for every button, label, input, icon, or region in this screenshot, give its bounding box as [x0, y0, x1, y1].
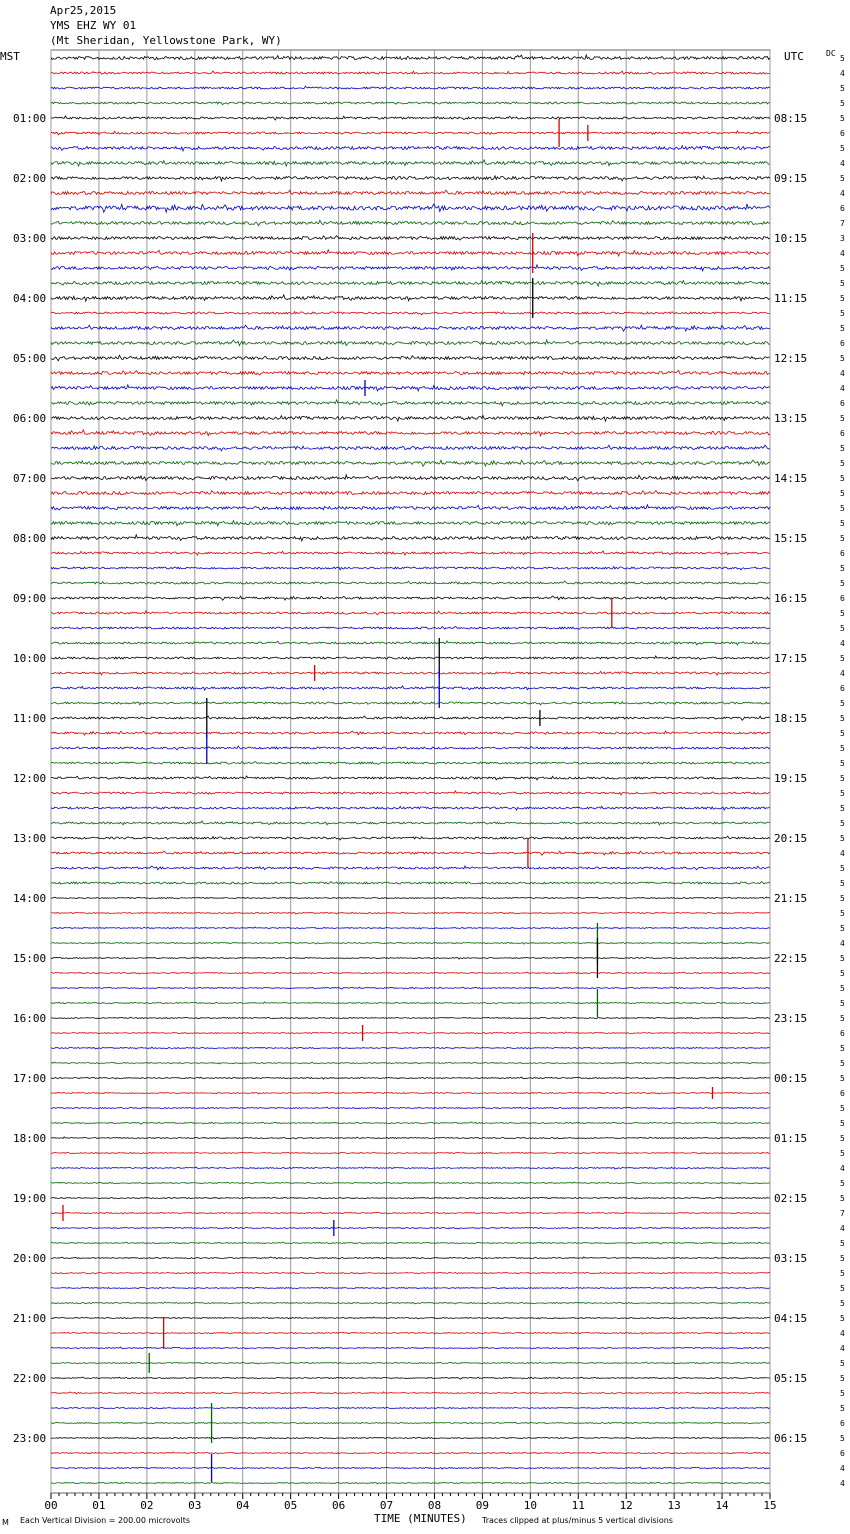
dc-offset-label: 5	[840, 774, 845, 783]
dc-offset-label: 5	[840, 699, 845, 708]
dc-offset-label: 5	[840, 1404, 845, 1413]
trace-row	[51, 1377, 770, 1379]
trace-row	[51, 927, 770, 929]
dc-offset-label: 4	[840, 189, 845, 198]
trace-row	[51, 1407, 770, 1408]
dc-offset-label: 5	[840, 474, 845, 483]
x-tick-label: 10	[523, 1499, 537, 1512]
trace-row	[51, 385, 770, 391]
dc-offset-label: 5	[840, 99, 845, 108]
trace-row	[51, 312, 770, 315]
trace-row	[51, 1167, 770, 1169]
dc-offset-label: 5	[840, 759, 845, 768]
left-hour-label: 05:00	[13, 352, 47, 365]
dc-offset-label: 4	[840, 159, 845, 168]
dc-offset-label: 5	[840, 1284, 845, 1293]
trace-row	[51, 1122, 770, 1124]
clip-note: Traces clipped at plus/minus 5 vertical divisions	[482, 1516, 673, 1525]
dc-offset-label: 5	[840, 564, 845, 573]
right-hour-label: 20:15	[774, 832, 808, 845]
dc-offset-label: 5	[840, 924, 845, 933]
left-hour-label: 21:00	[13, 1312, 47, 1325]
trace-row	[51, 746, 770, 750]
trace-row	[51, 987, 770, 989]
trace-row	[51, 204, 770, 213]
left-hour-label: 23:00	[13, 1432, 47, 1445]
x-tick-label: 09	[475, 1499, 490, 1512]
trace-row	[51, 806, 770, 810]
dc-offset-label: 7	[840, 1209, 845, 1218]
x-tick-label: 02	[140, 1499, 154, 1512]
dc-offset-label: 5	[840, 1149, 845, 1158]
dc-offset-label: 6	[840, 549, 845, 558]
trace-row	[51, 1287, 770, 1289]
trace-row	[51, 1467, 770, 1469]
trace-row	[51, 1362, 770, 1364]
trace-row	[51, 581, 770, 584]
left-hour-label: 03:00	[13, 232, 47, 245]
dc-offset-label: 5	[840, 894, 845, 903]
trace-row	[51, 505, 770, 510]
trace-row	[51, 416, 770, 422]
dc-offset-label: 5	[840, 579, 845, 588]
trace-row	[51, 1002, 770, 1004]
x-tick-label: 03	[188, 1499, 202, 1512]
dc-offset-label: 5	[840, 174, 845, 183]
left-hour-label: 19:00	[13, 1192, 47, 1205]
trace-row	[51, 1032, 770, 1034]
trace-row	[51, 1392, 770, 1394]
seismic-traces	[51, 55, 770, 1484]
x-tick-label: 00	[44, 1499, 58, 1512]
trace-row	[51, 102, 770, 105]
trace-row	[51, 1422, 770, 1424]
dc-offset-label: 5	[840, 144, 845, 153]
dc-offset-label: 4	[840, 1464, 845, 1473]
left-hour-label: 06:00	[13, 412, 47, 425]
header-station: YMS EHZ WY 01	[50, 19, 137, 32]
trace-row	[51, 71, 770, 74]
x-tick-label: 13	[667, 1499, 681, 1512]
dc-offset-label: 5	[840, 864, 845, 873]
trace-row	[51, 220, 770, 226]
right-hour-label: 05:15	[774, 1372, 808, 1385]
trace-row	[51, 86, 770, 89]
dc-offset-label: 5	[840, 264, 845, 273]
dc-offset-label: 5	[840, 1134, 845, 1143]
trace-row	[51, 1317, 770, 1319]
dc-offset-label: 5	[840, 354, 845, 363]
trace-row	[51, 430, 770, 436]
dc-offset-label: 5	[840, 1314, 845, 1323]
trace-row	[51, 236, 770, 240]
scale-note: Each Vertical Division = 200.00 microvolts	[20, 1516, 191, 1525]
dc-offset-label: 5	[840, 1074, 845, 1083]
dc-offset-label: 5	[840, 714, 845, 723]
dc-offset-label: 5	[840, 114, 845, 123]
dc-offset-label: 5	[840, 1434, 845, 1443]
dc-offset-label: 4	[840, 384, 845, 393]
dc-offset-label: 6	[840, 684, 845, 693]
trace-row	[51, 146, 770, 151]
right-hour-label: 10:15	[774, 232, 808, 245]
dc-offset-label: 5	[840, 444, 845, 453]
trace-row	[51, 1272, 770, 1274]
trace-row	[51, 475, 770, 481]
dc-offset-label: 5	[840, 1014, 845, 1023]
dc-offset-label: 7	[840, 219, 845, 228]
dc-offset-label: 5	[840, 324, 845, 333]
trace-row	[51, 1257, 770, 1259]
trace-row	[51, 957, 770, 959]
left-hour-label: 18:00	[13, 1132, 47, 1145]
dc-offset-label: 5	[840, 654, 845, 663]
dc-offset-label: 5	[840, 624, 845, 633]
trace-row	[51, 445, 770, 451]
dc-offset-label: 5	[840, 954, 845, 963]
dc-offset-label: 5	[840, 1179, 845, 1188]
x-tick-label: 12	[619, 1499, 633, 1512]
trace-row	[51, 611, 770, 615]
dc-offset-label: 5	[840, 1194, 845, 1203]
dc-offset-label: 5	[840, 834, 845, 843]
dc-offset-label: 6	[840, 339, 845, 348]
x-tick-label: 08	[427, 1499, 442, 1512]
trace-row	[51, 1227, 770, 1229]
x-tick-label: 11	[571, 1499, 585, 1512]
left-hour-label: 14:00	[13, 892, 47, 905]
dc-offset-label: 5	[840, 744, 845, 753]
dc-offset-label: 4	[840, 639, 845, 648]
trace-row	[51, 1242, 770, 1244]
right-hour-label: 00:15	[774, 1072, 808, 1085]
dc-offset-label: 5	[840, 984, 845, 993]
dc-offset-label: 5	[840, 1299, 845, 1308]
right-hour-label: 02:15	[774, 1192, 808, 1205]
trace-row	[51, 762, 770, 765]
right-hour-label: 23:15	[774, 1012, 808, 1025]
left-hour-label: 16:00	[13, 1012, 47, 1025]
trace-row	[51, 295, 770, 301]
x-tick-label: 15	[763, 1499, 777, 1512]
trace-row	[51, 491, 770, 495]
left-hour-label: 10:00	[13, 652, 47, 665]
dc-offset-label: 4	[840, 1329, 845, 1338]
trace-row	[51, 1107, 770, 1108]
dc-offset-label: 5	[840, 1119, 845, 1128]
dc-offset-label: 5	[840, 1239, 845, 1248]
trace-row	[51, 1062, 770, 1064]
trace-row	[51, 897, 770, 899]
trace-row	[51, 851, 770, 855]
x-tick-label: 05	[284, 1499, 298, 1512]
dc-offset-label: 5	[840, 909, 845, 918]
left-hour-label: 04:00	[13, 292, 47, 305]
x-tick-label: 04	[236, 1499, 250, 1512]
axis-labels	[13, 54, 845, 1512]
trace-row	[51, 535, 770, 541]
left-hour-label: 07:00	[13, 472, 47, 485]
trace-row	[51, 1152, 770, 1154]
dc-offset-label: 5	[840, 1059, 845, 1068]
right-hour-label: 16:15	[774, 592, 808, 605]
trace-row	[51, 521, 770, 526]
dc-label: DC	[826, 49, 836, 58]
trace-row	[51, 250, 770, 256]
dc-offset-label: 5	[840, 819, 845, 828]
trace-row	[51, 641, 770, 645]
trace-row	[51, 355, 770, 361]
trace-row	[51, 776, 770, 780]
trace-row	[51, 116, 770, 120]
dc-offset-label: 5	[840, 804, 845, 813]
trace-row	[51, 596, 770, 600]
dc-offset-label: 5	[840, 729, 845, 738]
dc-offset-label: 4	[840, 369, 845, 378]
trace-row	[51, 1047, 770, 1049]
trace-row	[51, 325, 770, 331]
trace-row	[51, 1212, 770, 1214]
trace-row	[51, 1437, 770, 1439]
dc-offset-label: 5	[840, 879, 845, 888]
dc-offset-label: 5	[840, 789, 845, 798]
trace-row	[51, 912, 770, 914]
left-hour-label: 13:00	[13, 832, 47, 845]
dc-offset-label: 5	[840, 1374, 845, 1383]
right-hour-label: 19:15	[774, 772, 808, 785]
dc-offset-label: 4	[840, 249, 845, 258]
dc-offset-label: 4	[840, 1344, 845, 1353]
right-hour-label: 04:15	[774, 1312, 808, 1325]
x-tick-label: 01	[92, 1499, 106, 1512]
trace-row	[51, 656, 770, 660]
right-hour-label: 15:15	[774, 532, 808, 545]
trace-row	[51, 1332, 770, 1334]
trace-row	[51, 1197, 770, 1199]
trace-row	[51, 1452, 770, 1454]
right-hour-label: 18:15	[774, 712, 808, 725]
trace-row	[51, 821, 770, 825]
right-hour-label: 13:15	[774, 412, 808, 425]
trace-row	[51, 567, 770, 570]
dc-offset-label: 5	[840, 999, 845, 1008]
dc-offset-label: 6	[840, 1089, 845, 1098]
left-hour-label: 20:00	[13, 1252, 47, 1265]
trace-row	[51, 55, 770, 60]
right-hour-label: 17:15	[774, 652, 808, 665]
dc-offset-label: 3	[840, 234, 845, 243]
right-hour-label: 06:15	[774, 1432, 808, 1445]
dc-offset-label: 5	[840, 534, 845, 543]
trace-row	[51, 551, 770, 555]
x-axis-label: TIME (MINUTES)	[374, 1512, 467, 1525]
dc-offset-label: 5	[840, 969, 845, 978]
right-hour-label: 08:15	[774, 112, 808, 125]
right-hour-label: 09:15	[774, 172, 808, 185]
left-hour-label: 08:00	[13, 532, 47, 545]
right-hour-label: 01:15	[774, 1132, 808, 1145]
dc-offset-label: 6	[840, 399, 845, 408]
trace-row	[51, 1137, 770, 1139]
footer-mark: M	[2, 1518, 9, 1527]
dc-offset-label: 5	[840, 84, 845, 93]
left-hour-label: 01:00	[13, 112, 47, 125]
dc-offset-label: 6	[840, 429, 845, 438]
dc-offset-label: 5	[840, 1269, 845, 1278]
dc-offset-label: 5	[840, 309, 845, 318]
left-hour-label: 09:00	[13, 592, 47, 605]
trace-row	[51, 460, 770, 466]
dc-offset-label: 6	[840, 129, 845, 138]
dc-offset-label: 5	[840, 414, 845, 423]
header-location: (Mt Sheridan, Yellowstone Park, WY)	[50, 34, 282, 47]
trace-row	[51, 1182, 770, 1184]
trace-row	[51, 972, 770, 974]
dc-offset-label: 5	[840, 489, 845, 498]
left-hour-label: 11:00	[13, 712, 47, 725]
dc-offset-label: 4	[840, 939, 845, 948]
left-timezone-label: MST	[0, 50, 20, 63]
trace-row	[51, 671, 770, 675]
trace-row	[51, 1017, 770, 1019]
dc-offset-label: 5	[840, 1359, 845, 1368]
trace-row	[51, 131, 770, 135]
trace-row	[51, 882, 770, 885]
dc-offset-label: 5	[840, 54, 845, 63]
dc-offset-label: 5	[840, 1254, 845, 1263]
right-hour-label: 14:15	[774, 472, 808, 485]
dc-offset-label: 5	[840, 294, 845, 303]
trace-row	[51, 176, 770, 181]
dc-offset-label: 6	[840, 594, 845, 603]
dc-offset-label: 5	[840, 504, 845, 513]
trace-row	[51, 627, 770, 630]
dc-offset-label: 6	[840, 1419, 845, 1428]
trace-row	[51, 340, 770, 346]
trace-row	[51, 1077, 770, 1079]
left-hour-label: 12:00	[13, 772, 47, 785]
trace-row	[51, 702, 770, 705]
dc-offset-label: 5	[840, 1044, 845, 1053]
right-hour-label: 11:15	[774, 292, 808, 305]
dc-offset-label: 5	[840, 459, 845, 468]
trace-row	[51, 1482, 770, 1484]
left-hour-label: 22:00	[13, 1372, 47, 1385]
dc-offset-label: 4	[840, 1479, 845, 1488]
x-tick-label: 06	[331, 1499, 346, 1512]
trace-row	[51, 160, 770, 166]
trace-row	[51, 400, 770, 406]
dc-offset-label: 4	[840, 69, 845, 78]
dc-offset-label: 6	[840, 1029, 845, 1038]
dc-offset-label: 5	[840, 519, 845, 528]
dc-offset-label: 4	[840, 849, 845, 858]
left-hour-label: 15:00	[13, 952, 47, 965]
dc-offset-label: 5	[840, 279, 845, 288]
left-hour-label: 17:00	[13, 1072, 47, 1085]
trace-row	[51, 281, 770, 287]
trace-row	[51, 791, 770, 795]
trace-row	[51, 265, 770, 271]
right-hour-label: 21:15	[774, 892, 808, 905]
trace-row	[51, 686, 770, 690]
right-hour-label: 12:15	[774, 352, 808, 365]
x-tick-label: 07	[379, 1499, 394, 1512]
trace-row	[51, 1092, 770, 1094]
trace-row	[51, 731, 770, 735]
dc-offset-label: 5	[840, 1104, 845, 1113]
right-hour-label: 22:15	[774, 952, 808, 965]
dc-offset-label: 5	[840, 609, 845, 618]
trace-row	[51, 836, 770, 840]
dc-offset-label: 4	[840, 1164, 845, 1173]
dc-offset-label: 6	[840, 204, 845, 213]
header-date: Apr25,2015	[50, 4, 117, 17]
trace-row	[51, 866, 770, 870]
trace-row	[51, 942, 770, 944]
right-timezone-label: UTC	[784, 50, 804, 63]
trace-row	[51, 1347, 770, 1349]
dc-offset-label: 6	[840, 1449, 845, 1458]
trace-row	[51, 190, 770, 194]
left-hour-label: 02:00	[13, 172, 47, 185]
dc-offset-label: 4	[840, 1224, 845, 1233]
dc-offset-label: 4	[840, 669, 845, 678]
trace-row	[51, 370, 770, 375]
x-tick-label: 14	[715, 1499, 729, 1512]
dc-offset-label: 5	[840, 1389, 845, 1398]
right-hour-label: 03:15	[774, 1252, 808, 1265]
trace-row	[51, 1302, 770, 1304]
trace-row	[51, 716, 770, 720]
